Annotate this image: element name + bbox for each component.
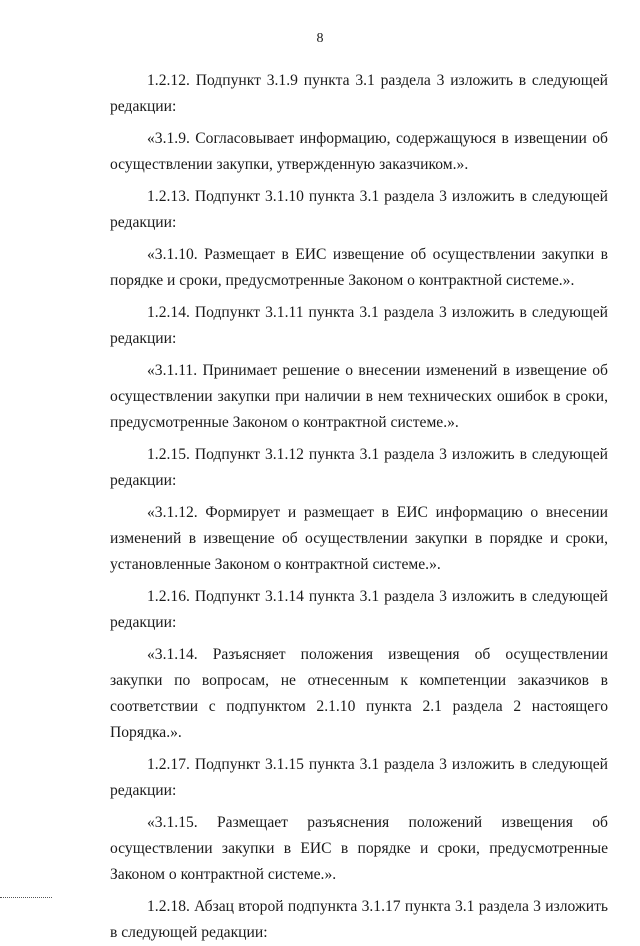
paragraph-1-2-12: 1.2.12. Подпункт 3.1.9 пункта 3.1 раздела 3 изложить в следующей редакции: bbox=[110, 72, 608, 115]
quote-3-1-9: «3.1.9. Согласовывает информацию, содержащуюся в извещении об осуществлении закупки, утвержденную заказчиком.». bbox=[110, 130, 608, 173]
paragraph-1-2-17: 1.2.17. Подпункт 3.1.15 пункта 3.1 раздела 3 изложить в следующей редакции: bbox=[110, 756, 608, 799]
quote-3-1-15: «3.1.15. Размещает разъяснения положений извещения об осуществлении закупки в ЕИС в порядке и сроки, предусмотренные Законом о контрактной системе.». bbox=[110, 814, 608, 883]
footer-rule bbox=[0, 897, 52, 898]
paragraph-1-2-14: 1.2.14. Подпункт 3.1.11 пункта 3.1 раздела 3 изложить в следующей редакции: bbox=[110, 304, 608, 347]
paragraph-1-2-18: 1.2.18. Абзац второй подпункта 3.1.17 пункта 3.1 раздела 3 изложить в следующей редакции: bbox=[110, 898, 608, 941]
quote-3-1-14: «3.1.14. Разъясняет положения извещения об осуществлении закупки по вопросам, не отнесенным к компетенции заказчиков в соответствии с подпунктом 2.1.10 пункта 2.1 раздела 2 настоящего Порядка.». bbox=[110, 646, 608, 741]
paragraph-1-2-15: 1.2.15. Подпункт 3.1.12 пункта 3.1 раздела 3 изложить в следующей редакции: bbox=[110, 446, 608, 489]
page-number: 8 bbox=[316, 31, 324, 46]
quote-3-1-11: «3.1.11. Принимает решение о внесении изменений в извещение об осуществлении закупки при наличии в нем технических ошибок в сроки, предусмотренные Законом о контрактной системе.». bbox=[110, 362, 608, 431]
quote-3-1-10: «3.1.10. Размещает в ЕИС извещение об осуществлении закупки в порядке и сроки, предусмотренные Законом о контрактной системе.». bbox=[110, 246, 608, 289]
paragraph-1-2-16: 1.2.16. Подпункт 3.1.14 пункта 3.1 раздела 3 изложить в следующей редакции: bbox=[110, 588, 608, 631]
paragraph-1-2-13: 1.2.13. Подпункт 3.1.10 пункта 3.1 раздела 3 изложить в следующей редакции: bbox=[110, 188, 608, 231]
quote-3-1-12: «3.1.12. Формирует и размещает в ЕИС информацию о внесении изменений в извещение об осуществлении закупки в порядке и сроки, установленные Законом о контрактной системе.». bbox=[110, 504, 608, 573]
document-body bbox=[110, 68, 608, 946]
